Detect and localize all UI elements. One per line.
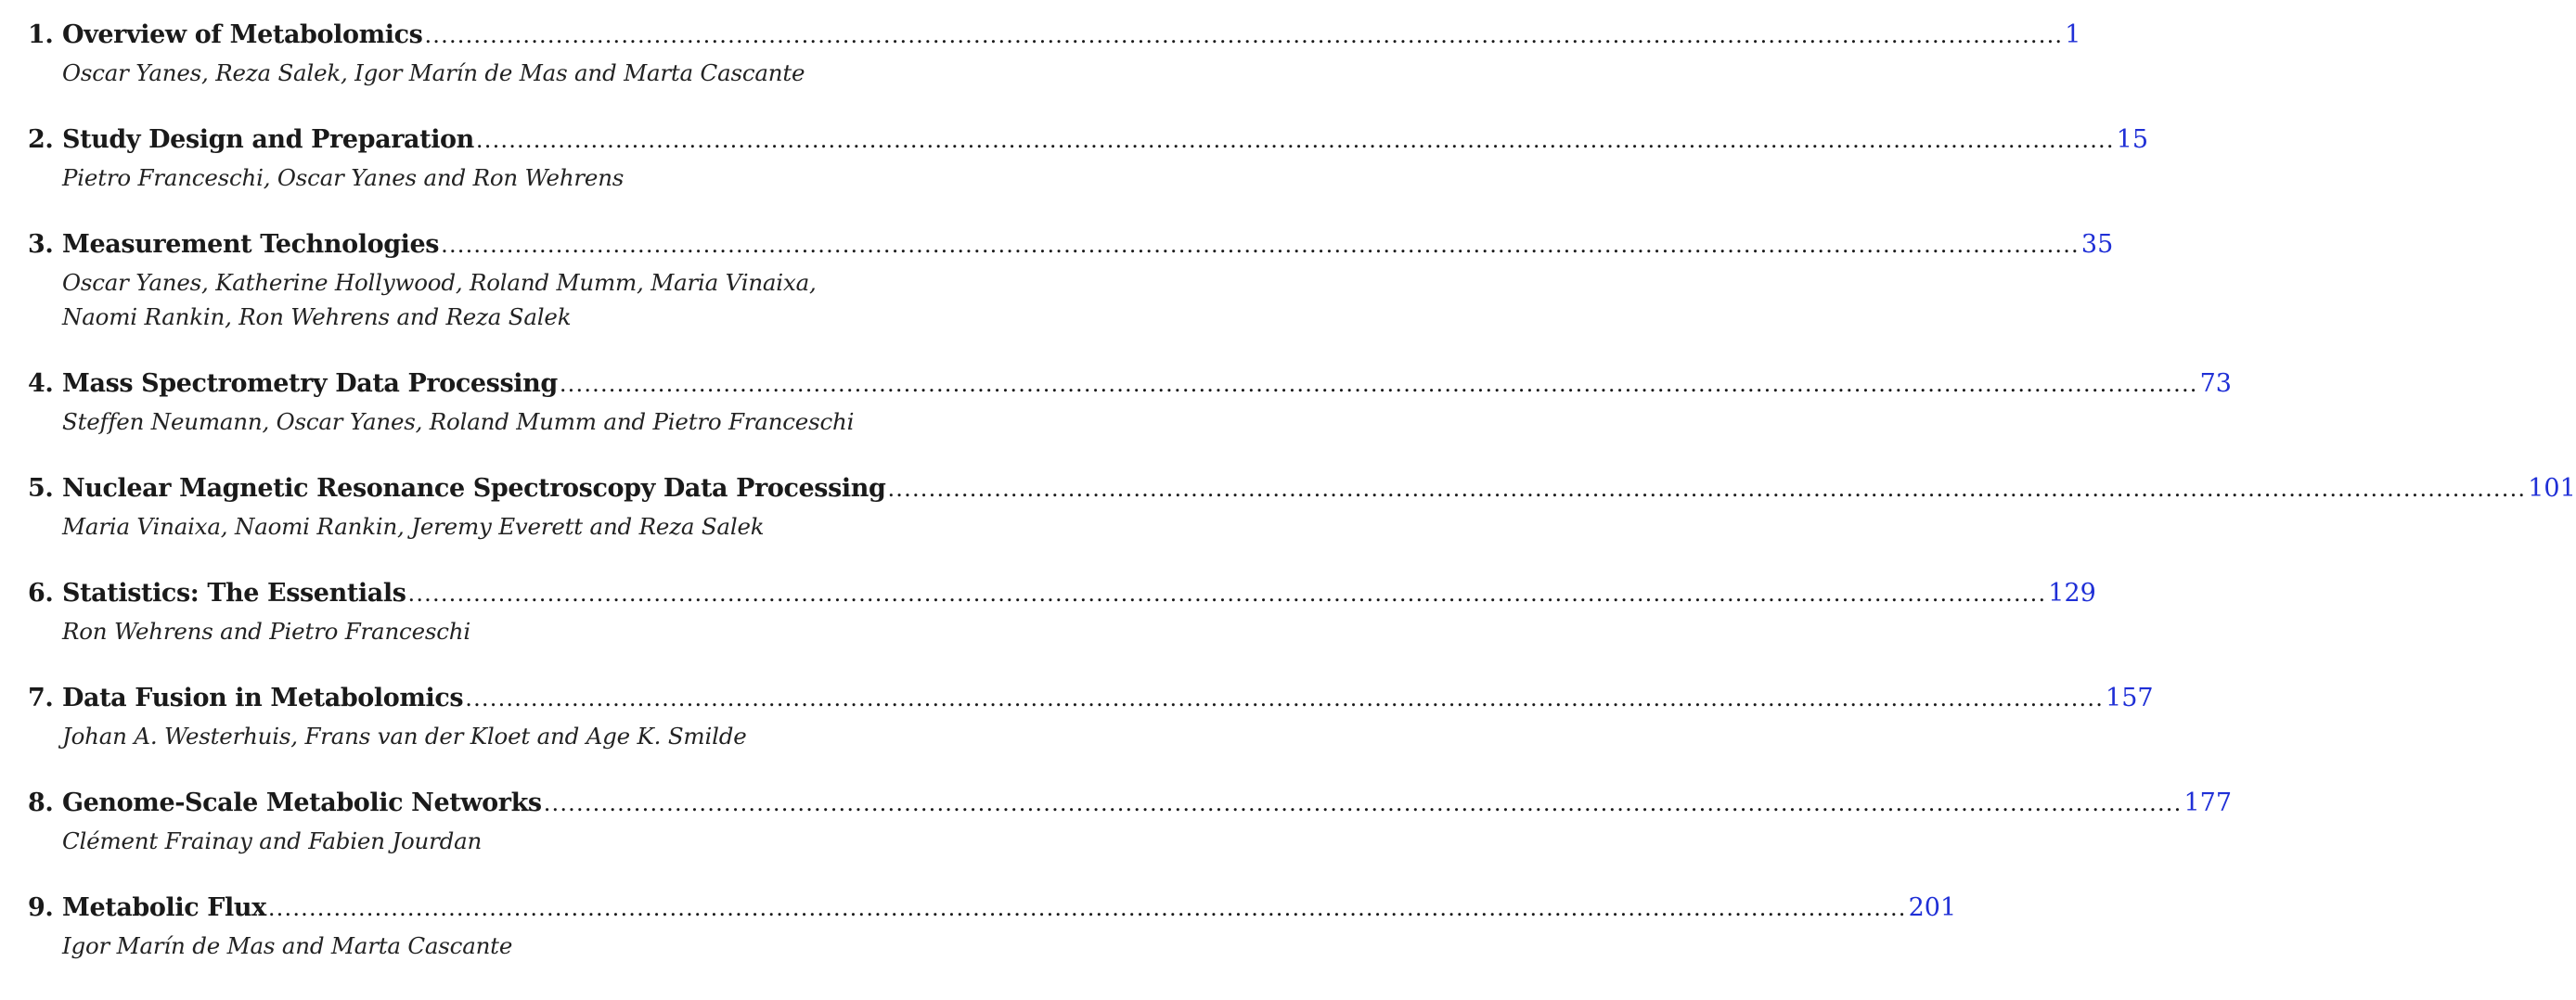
page-number-link[interactable]: 101 [2528,474,2576,503]
table-of-contents [28,20,2576,998]
page-number-link[interactable]: 201 [1908,893,1957,922]
toc-entry [28,788,2233,858]
page-number-link[interactable]: 177 [2183,788,2233,817]
dot-leader: ........................................................................................................................................................................................................ [887,476,2527,502]
dot-leader: ........................................................................................................................................................................................................ [441,232,2080,258]
chapter-authors: Pietro Franceschi, Oscar Yanes and Ron Wehrens [62,164,625,191]
dot-leader: ........................................................................................................................................................................................................ [267,895,1907,921]
toc-entry [28,369,2232,439]
chapter-authors: Naomi Rankin, Ron Wehrens and Reza Salek [62,303,572,330]
page-number-link[interactable]: 129 [2048,579,2096,608]
toc-heading-line [28,893,1957,929]
chapter-title: Statistics: The Essentials [62,579,406,608]
dot-leader: ........................................................................................................................................................................................................ [424,22,2064,48]
toc-entry [28,20,2081,90]
toc-entry [28,893,1957,963]
dot-leader: ........................................................................................................................................................................................................ [475,127,2115,153]
dot-leader: ........................................................................................................................................................................................................ [465,686,2105,712]
toc-heading-line [28,230,2114,265]
chapter-authors: Maria Vinaixa, Naomi Rankin, Jeremy Everett and Reza Salek [62,513,765,540]
page-number-link[interactable]: 157 [2106,684,2154,712]
chapter-title: Overview of Metabolomics [62,20,423,49]
chapter-number: 5. [28,474,54,503]
toc-heading-line [28,684,2154,719]
toc-heading-line [28,788,2233,824]
chapter-number: 2. [28,125,54,154]
toc-entry [28,230,2114,334]
chapter-authors: Johan A. Westerhuis, Frans van der Kloet and Age K. Smilde [62,723,747,750]
chapter-number: 6. [28,579,54,608]
page-number-link[interactable]: 35 [2080,230,2114,259]
chapter-number: 3. [28,230,54,259]
page-number-link[interactable]: 1 [2065,20,2081,49]
chapter-title: Measurement Technologies [62,230,440,259]
dot-leader: ........................................................................................................................................................................................................ [407,581,2047,607]
chapter-number: 9. [28,893,54,922]
chapter-number: 8. [28,788,54,817]
toc-entry [28,684,2154,753]
chapter-title: Nuclear Magnetic Resonance Spectroscopy Data Processing [62,474,886,503]
chapter-title: Genome-Scale Metabolic Networks [62,788,542,817]
chapter-authors: Ron Wehrens and Pietro Franceschi [62,618,470,645]
chapter-number: 7. [28,684,54,712]
chapter-authors: Oscar Yanes, Katherine Hollywood, Roland Mumm, Maria Vinaixa, [62,269,817,296]
chapter-authors: Clément Frainay and Fabien Jourdan [62,827,483,854]
chapter-title: Study Design and Preparation [62,125,474,154]
page-number-link[interactable]: 73 [2199,369,2232,398]
chapter-title: Data Fusion in Metabolomics [62,684,464,712]
chapter-title: Metabolic Flux [62,893,266,922]
toc-heading-line [28,369,2232,404]
toc-heading-line [28,20,2081,56]
chapter-number: 1. [28,20,54,49]
page-number-link[interactable]: 15 [2116,125,2149,154]
chapter-authors: Igor Marín de Mas and Marta Cascante [62,932,513,959]
toc-entry [28,474,2576,544]
toc-heading-line [28,125,2149,160]
chapter-authors: Oscar Yanes, Reza Salek, Igor Marín de Mas and Marta Cascante [62,59,805,86]
chapter-number: 4. [28,369,54,398]
toc-entry [28,579,2096,648]
toc-entry [28,125,2149,195]
toc-heading-line [28,579,2096,614]
dot-leader: ........................................................................................................................................................................................................ [543,790,2183,816]
dot-leader: ........................................................................................................................................................................................................ [559,371,2198,397]
chapter-title: Mass Spectrometry Data Processing [62,369,558,398]
chapter-authors: Steffen Neumann, Oscar Yanes, Roland Mumm and Pietro Franceschi [62,408,855,435]
toc-heading-line [28,474,2576,509]
